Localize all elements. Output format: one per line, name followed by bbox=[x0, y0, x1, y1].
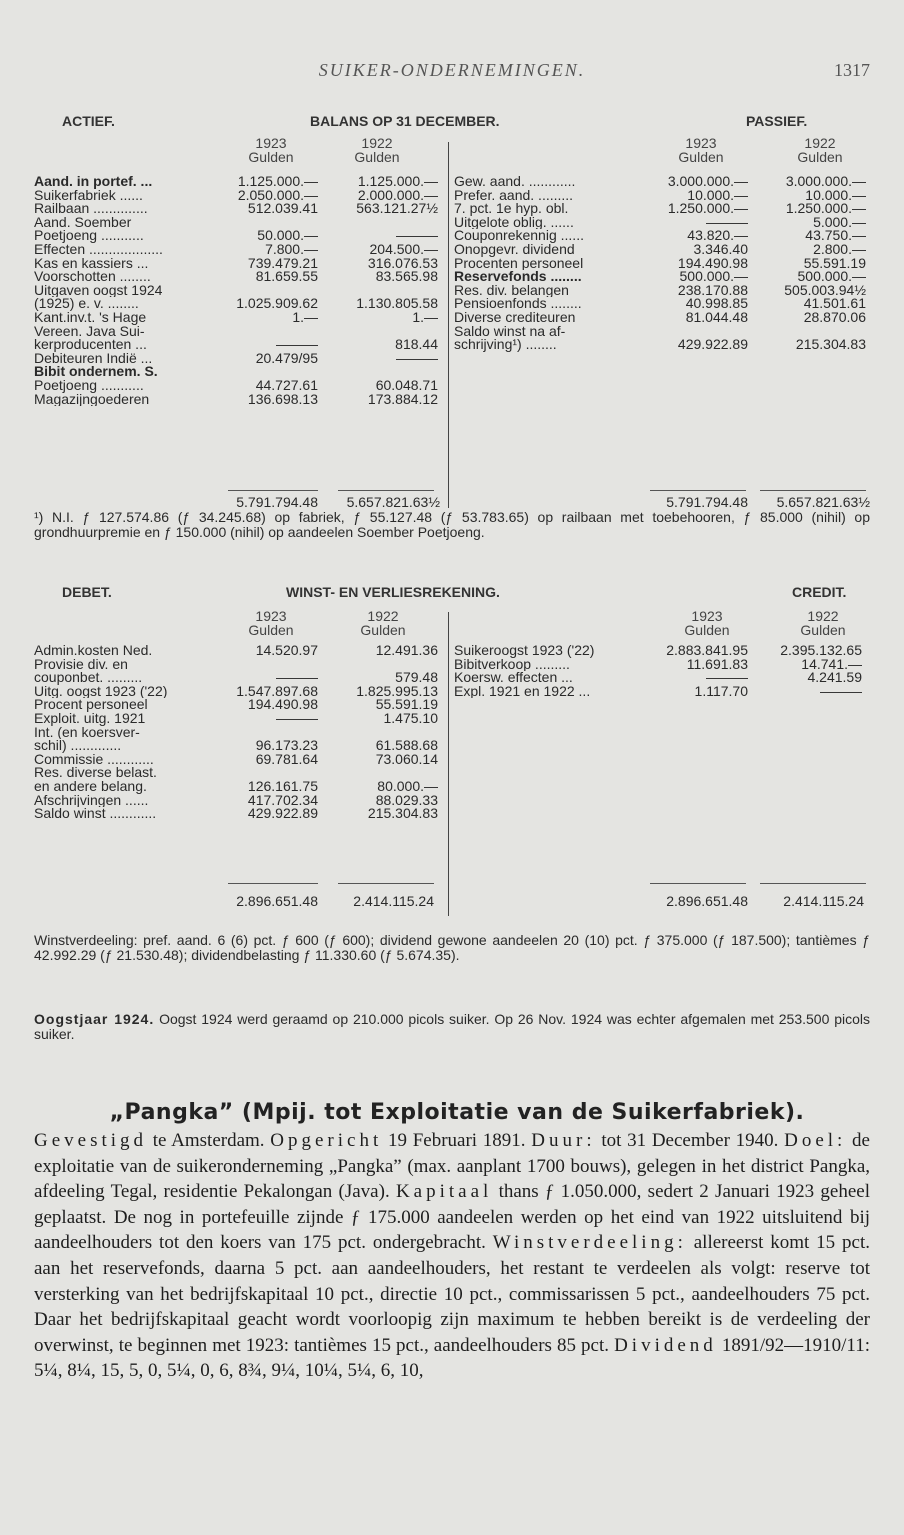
oogstjaar-label: Oogstjaar 1924. bbox=[34, 1011, 155, 1027]
row-label: Suikerfabriek ...... bbox=[34, 188, 143, 203]
value-1923: 1.117.70 bbox=[694, 682, 748, 699]
value-1922: 43.750.— bbox=[805, 227, 866, 244]
value-1922: 41.501.61 bbox=[803, 295, 866, 312]
value-1922: 1.250.000.— bbox=[785, 200, 866, 217]
value-1922: 55.591.19 bbox=[375, 696, 438, 713]
value-1923: ——— bbox=[706, 213, 748, 230]
ledger-row bbox=[34, 297, 444, 311]
value-1922: 61.588.68 bbox=[375, 737, 438, 754]
value-1922: 1.— bbox=[412, 308, 438, 325]
row-label: Exploit. uitg. 1921 bbox=[34, 711, 146, 726]
row-label: Bibit ondernem. S. bbox=[34, 365, 158, 379]
ledger-row bbox=[34, 216, 444, 230]
value-1922: 4.241.59 bbox=[807, 669, 862, 686]
value-1922: 28.870.06 bbox=[803, 308, 866, 325]
credit-heading: CREDIT. bbox=[792, 584, 847, 600]
value-1922: ——— bbox=[820, 682, 862, 699]
winst-total-left-1923: 2.896.651.48 bbox=[236, 893, 318, 909]
winst-divider bbox=[448, 612, 449, 916]
company-description bbox=[34, 1128, 870, 1384]
row-label: kerproducenten ... bbox=[34, 338, 147, 352]
value-1922: 173.884.12 bbox=[367, 390, 438, 407]
rule bbox=[650, 490, 746, 491]
oogstjaar-text: Oogst 1924 werd geraamd op 210.000 picols suiker. Op 26 Nov. 1924 was echter afgemalen met 253.500 picols suiker. bbox=[34, 1011, 870, 1042]
row-label: Procent personeel bbox=[34, 698, 148, 712]
gevestigd-label: Gevestigd bbox=[34, 1130, 148, 1151]
ledger-row bbox=[454, 308, 870, 325]
value-1922: 83.565.98 bbox=[375, 268, 438, 285]
ledger-row bbox=[454, 671, 870, 685]
value-1923: 50.000.— bbox=[257, 227, 318, 244]
value-1923: 96.173.23 bbox=[255, 737, 318, 754]
value-1923: 500.000.— bbox=[679, 268, 748, 285]
duur-text: tot 31 December 1940. bbox=[595, 1130, 785, 1151]
value-1922: 204.500.— bbox=[369, 240, 438, 257]
ledger-row bbox=[34, 709, 444, 726]
credit-table bbox=[454, 644, 870, 698]
winst-total-right-1923: 2.896.651.48 bbox=[666, 893, 748, 909]
row-label: schrijving¹) ........ bbox=[454, 338, 557, 352]
value-1922: 55.591.19 bbox=[803, 254, 866, 271]
rule bbox=[338, 490, 434, 491]
value-1923: 3.000.000.— bbox=[667, 173, 748, 189]
winst-year2-left: 1922 Gulden bbox=[360, 608, 406, 638]
row-label: Diverse crediteuren bbox=[454, 310, 576, 325]
doel-text: de exploitatie van de suikeronderneming „Pangka” (max. aanplant 1700 bouws), gelegen in het district Pangka, afdeeling Tegal, residentie Pekalongan (Java). bbox=[34, 1130, 870, 1203]
winst-total-right-1922: 2.414.115.24 bbox=[783, 893, 864, 909]
oogstjaar-note bbox=[34, 1012, 870, 1042]
row-label: Magazijngoederen bbox=[34, 392, 150, 407]
value-1923: 1.025.909.62 bbox=[236, 295, 318, 312]
row-label: 7. pct. 1e hyp. obl. bbox=[454, 202, 569, 216]
ledger-row bbox=[34, 338, 444, 352]
value-1923: 69.781.64 bbox=[255, 750, 318, 767]
ledger-row bbox=[34, 325, 444, 339]
value-1923: 43.820.— bbox=[687, 227, 748, 244]
value-1922: 3.000.000.— bbox=[785, 173, 866, 189]
row-label: Aand. Soember bbox=[34, 215, 132, 230]
winst-year1-left: 1923 Gulden bbox=[248, 608, 294, 638]
value-1923: 126.161.75 bbox=[247, 777, 318, 794]
row-label: Pensioenfonds ........ bbox=[454, 297, 582, 311]
company-title: „Pangka” (Mpij. tot Exploitatie van de Suikerfabriek). bbox=[109, 1100, 805, 1125]
value-1922: ——— bbox=[396, 227, 438, 244]
balance-total-left-1922: 5.657.821.63½ bbox=[346, 494, 440, 510]
row-label: Procenten personeel bbox=[454, 256, 584, 271]
value-1923: 20.479/95 bbox=[255, 349, 318, 366]
row-label: Kas en kassiers ... bbox=[34, 256, 149, 271]
balance-total-left-1923: 5.791.794.48 bbox=[236, 494, 318, 510]
debet-heading: DEBET. bbox=[62, 584, 112, 600]
value-1923: 14.520.97 bbox=[255, 642, 318, 658]
value-1923: 3.346.40 bbox=[693, 240, 748, 257]
value-1923: ——— bbox=[706, 669, 748, 686]
balance-divider bbox=[448, 142, 449, 508]
kapitaal-label: Kapitaal bbox=[395, 1181, 493, 1203]
value-1923: 2.883.841.95 bbox=[666, 642, 748, 658]
page-header bbox=[0, 60, 904, 90]
value-1922: 215.304.83 bbox=[795, 336, 866, 353]
value-1922: 316.076.53 bbox=[367, 254, 438, 271]
ledger-row bbox=[34, 270, 444, 284]
row-label: Afschrijvingen ...... bbox=[34, 793, 149, 808]
value-1922: 563.121.27½ bbox=[356, 200, 438, 217]
value-1922: 1.825.995.13 bbox=[356, 682, 438, 699]
value-1923: ——— bbox=[276, 669, 318, 686]
row-label: Railbaan .............. bbox=[34, 202, 148, 216]
value-1923: 1.547.897.68 bbox=[236, 682, 318, 699]
row-label: Poetjoeng ........... bbox=[34, 378, 144, 393]
value-1923: ——— bbox=[276, 709, 318, 726]
row-label: Bibitverkoop ......... bbox=[454, 657, 570, 672]
value-1922: 73.060.14 bbox=[375, 750, 438, 767]
row-label: Gew. aand. ............ bbox=[454, 175, 576, 189]
balance-year2-right: 1922 Gulden bbox=[797, 135, 843, 165]
value-1923: 739.479.21 bbox=[247, 254, 318, 271]
value-1923: 512.039.41 bbox=[247, 200, 318, 217]
ledger-row bbox=[34, 698, 444, 712]
winst-total-left-1922: 2.414.115.24 bbox=[353, 893, 434, 909]
balance-year1-left: 1923 Gulden bbox=[248, 135, 294, 165]
kapitaal-text: thans ƒ 1.050.000, sedert 2 Januari 1923 geheel geplaatst. De nog in portefeuille zijnde ƒ 175.000 aandeelen werden op het eind van 1922 uitsluitend bij aandeelhouders tot den koers van 175 pct. ondergebracht. bbox=[34, 1181, 870, 1254]
ledger-row bbox=[34, 750, 444, 767]
opgericht-text: 19 Februari 1891. bbox=[382, 1130, 532, 1151]
value-1923: 44.727.61 bbox=[255, 376, 318, 393]
row-label: Uitgelote oblig. ...... bbox=[454, 215, 574, 230]
value-1923: 136.698.13 bbox=[247, 390, 318, 407]
value-1922: 80.000.— bbox=[377, 777, 438, 794]
row-label: Voorschotten ........ bbox=[34, 270, 151, 284]
running-title: SUIKER-ONDERNEMINGEN. bbox=[318, 60, 586, 80]
row-label: Suikeroogst 1923 ('22) bbox=[454, 644, 595, 658]
row-label: Uitg. oogst 1923 ('22) bbox=[34, 684, 168, 699]
debet-table bbox=[34, 644, 444, 821]
row-label: Effecten ................... bbox=[34, 242, 163, 257]
row-label: en andere belang. bbox=[34, 779, 147, 794]
value-1923: 238.170.88 bbox=[677, 281, 748, 298]
row-label: Aand. in portef. ... bbox=[34, 175, 153, 189]
row-label: Debiteuren Indië ... bbox=[34, 351, 153, 366]
value-1923: 1.— bbox=[292, 308, 318, 325]
winstverdeeling-note: Winstverdeeling: pref. aand. 6 (6) pct. ƒ 600 (ƒ 600); dividend gewone aandeelen 20 (10) pct. ƒ 375.000 (ƒ 187.500); tantièmes ƒ 42.992.29 (ƒ 21.530.48); dividendbelasting ƒ 11.330.60 (ƒ 5.674.35). bbox=[34, 932, 870, 963]
row-label: Res. div. belangen bbox=[454, 283, 569, 298]
winst-year1-right: 1923 Gulden bbox=[684, 608, 730, 638]
value-1922: 579.48 bbox=[395, 669, 438, 686]
value-1923: 417.702.34 bbox=[247, 791, 318, 808]
value-1923: 429.922.89 bbox=[677, 336, 748, 353]
ledger-row bbox=[454, 682, 870, 699]
value-1923: 7.800.— bbox=[265, 240, 318, 257]
balans-heading: BALANS OP 31 DECEMBER. bbox=[310, 113, 500, 129]
row-label: couponbet. ......... bbox=[34, 671, 143, 685]
value-1923: 194.490.98 bbox=[677, 254, 748, 271]
value-1922: 10.000.— bbox=[805, 186, 866, 203]
value-1922: 2.800.— bbox=[813, 240, 866, 257]
row-label: Koersw. effecten ... bbox=[454, 671, 573, 685]
row-label: Int. (en koersver- bbox=[34, 725, 140, 740]
row-label: Poetjoeng ........... bbox=[34, 229, 144, 243]
balance-year2-left: 1922 Gulden bbox=[354, 135, 400, 165]
ledger-row bbox=[454, 202, 870, 216]
value-1922: 2.000.000.— bbox=[357, 186, 438, 203]
opgericht-label: Opgericht bbox=[270, 1130, 383, 1151]
row-label: Commissie ............ bbox=[34, 752, 154, 767]
balance-footnote: ¹) N.I. ƒ 127.574.86 (ƒ 34.245.68) op fabriek, ƒ 55.127.48 (ƒ 53.783.65) op railbaan met toebehooren, ƒ 85.000 (nihil) op grondhuurpremie en ƒ 150.000 (nihil) op aandeelen Soember Poetjoeng. bbox=[34, 509, 870, 540]
duur-label: Duur: bbox=[531, 1130, 596, 1151]
row-label: Prefer. aand. ......... bbox=[454, 188, 574, 203]
row-label: schil) ............. bbox=[34, 739, 122, 753]
value-1922: 500.000.— bbox=[797, 268, 866, 285]
row-label: (1925) e. v. ........ bbox=[34, 297, 139, 311]
ledger-row bbox=[34, 807, 444, 821]
winst-year2-right: 1922 Gulden bbox=[800, 608, 846, 638]
value-1923: ——— bbox=[276, 336, 318, 353]
value-1922: 505.003.94½ bbox=[784, 281, 866, 298]
row-label: Saldo winst na af- bbox=[454, 324, 566, 339]
row-label: Res. diverse belast. bbox=[34, 766, 157, 780]
value-1923: 10.000.— bbox=[687, 186, 748, 203]
ledger-row bbox=[34, 390, 444, 407]
value-1922: 14.741.— bbox=[801, 655, 862, 672]
passief-heading: PASSIEF. bbox=[746, 113, 808, 129]
value-1923: 1.250.000.— bbox=[667, 200, 748, 217]
value-1922: 60.048.71 bbox=[375, 376, 438, 393]
gevestigd-text: te Amsterdam. bbox=[147, 1130, 271, 1151]
value-1922: ——— bbox=[396, 349, 438, 366]
value-1922: 1.475.10 bbox=[383, 709, 438, 726]
value-1922: 2.395.132.65 bbox=[780, 642, 862, 658]
value-1923: 2.050.000.— bbox=[237, 186, 318, 203]
actief-table bbox=[34, 175, 444, 406]
ledger-row bbox=[34, 658, 444, 672]
balance-year1-right: 1923 Gulden bbox=[678, 135, 724, 165]
balance-total-right-1922: 5.657.821.63½ bbox=[776, 494, 870, 510]
page-number: 1317 bbox=[834, 60, 870, 80]
rule bbox=[228, 490, 318, 491]
value-1922: 12.491.36 bbox=[375, 642, 438, 658]
ledger-row bbox=[34, 308, 444, 325]
rule bbox=[650, 883, 746, 884]
dividend-text: 1891/92—1910/11: 5¼, 8¼, 15, 5, 0, 5¼, 0, 6, 8¾, 9¼, 10¼, 5¼, 6, 10, bbox=[34, 1334, 870, 1382]
row-label: Reservefonds ........ bbox=[454, 270, 582, 284]
ledger-row bbox=[34, 349, 444, 366]
value-1922: 88.029.33 bbox=[375, 791, 438, 808]
doel-label: Doel: bbox=[784, 1130, 847, 1151]
value-1922: 215.304.83 bbox=[367, 805, 438, 822]
value-1923: 1.125.000.— bbox=[237, 173, 318, 189]
rule bbox=[338, 883, 434, 884]
value-1922: 818.44 bbox=[395, 336, 438, 353]
row-label: Uitgaven oogst 1924 bbox=[34, 283, 163, 298]
ledger-row bbox=[34, 644, 444, 658]
rule bbox=[760, 883, 866, 884]
value-1923: 81.659.55 bbox=[255, 268, 318, 285]
value-1923: 81.044.48 bbox=[685, 308, 748, 325]
value-1922: 5.000.— bbox=[813, 213, 866, 230]
value-1923: 11.691.83 bbox=[686, 655, 748, 672]
dividend-label: Dividend bbox=[614, 1334, 717, 1356]
ledger-row bbox=[454, 229, 870, 243]
row-label: Expl. 1921 en 1922 ... bbox=[454, 684, 591, 699]
winstverdeeling-label: Winstverdeeling: bbox=[492, 1232, 687, 1254]
row-label: Kant.inv.t. 's Hage bbox=[34, 310, 147, 325]
row-label: Onopgevr. dividend bbox=[454, 242, 575, 257]
row-label: Provisie div. en bbox=[34, 657, 128, 672]
ledger-row bbox=[454, 338, 870, 352]
row-label: Saldo winst ............ bbox=[34, 807, 157, 821]
ledger-row bbox=[34, 202, 444, 216]
row-label: Admin.kosten Ned. bbox=[34, 644, 153, 658]
actief-heading: ACTIEF. bbox=[62, 113, 115, 129]
winstverdeeling-text: allereerst komt 15 pct. aan het reservefonds, daarna 5 pct. aan aandeelhouders, het restant te verdeelen als volgt: reserve tot versterking van het bedrijfskapitaal 10 pct., directie 10 pct., commissarissen 5 pct., aandeelhouders 75 pct. Daar het bedrijfskapitaal geacht wordt voorloopig zijn maximum te hebben bereikt is de verdeeling der overwinst, te beginnen met 1923: tantièmes 15 pct., aandeelhouders 85 pct. bbox=[34, 1232, 871, 1356]
rule bbox=[760, 490, 866, 491]
rule bbox=[228, 883, 318, 884]
value-1923: 194.490.98 bbox=[247, 696, 318, 713]
row-label: Couponrekennig ...... bbox=[454, 229, 584, 243]
winst-heading: WINST- EN VERLIESREKENING. bbox=[286, 584, 500, 600]
value-1923: 429.922.89 bbox=[247, 805, 318, 822]
passief-table bbox=[454, 175, 870, 352]
row-label: Vereen. Java Sui- bbox=[34, 324, 145, 339]
balance-total-right-1923: 5.791.794.48 bbox=[666, 494, 748, 510]
value-1922: 1.130.805.58 bbox=[356, 295, 438, 312]
value-1923: 40.998.85 bbox=[685, 295, 748, 312]
value-1922: 1.125.000.— bbox=[357, 173, 438, 189]
